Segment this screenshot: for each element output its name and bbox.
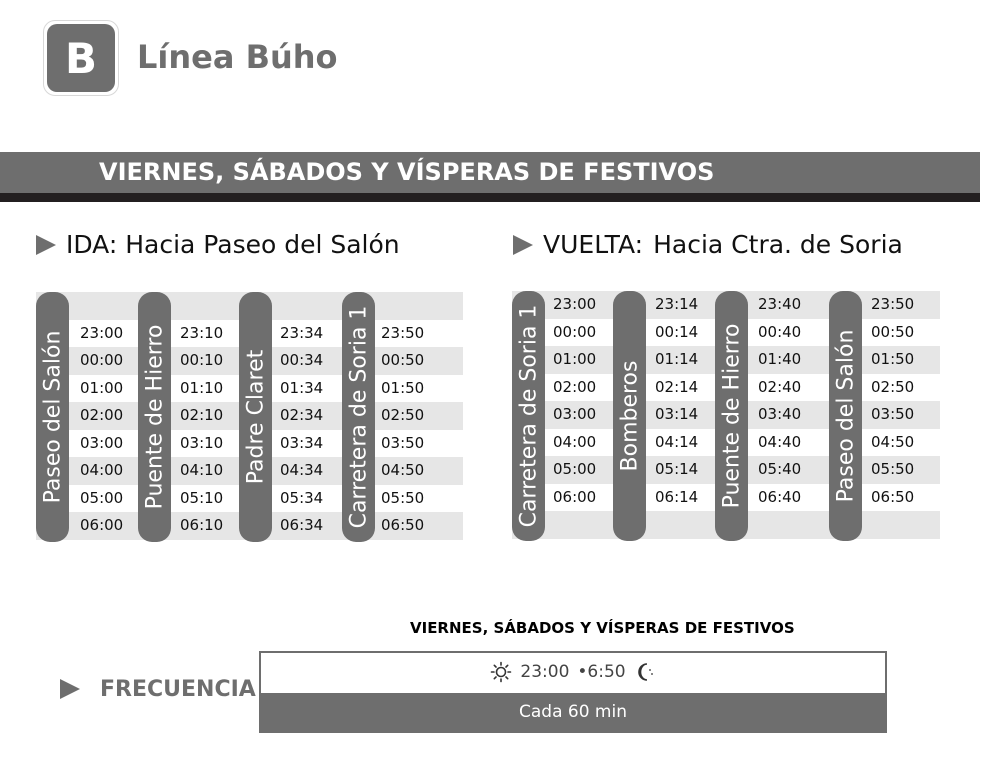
- frequency-end: •6:50: [577, 662, 626, 682]
- frequency-hours: [261, 653, 885, 691]
- banner-underline: [0, 193, 980, 202]
- departure-time: 23:00: [80, 323, 124, 342]
- ida-heading-text: IDA: Hacia Paseo del Salón: [66, 230, 400, 259]
- stop-name: Bomberos: [617, 360, 642, 472]
- departure-time: 04:40: [758, 432, 802, 451]
- departure-time: 00:50: [381, 351, 425, 369]
- departure-time: 05:40: [758, 460, 802, 478]
- triangle-right-icon: [36, 235, 56, 255]
- stop-pill: [239, 292, 272, 542]
- departure-time: 02:50: [381, 406, 425, 424]
- line-badge: B: [47, 24, 115, 92]
- departure-time: 05:14: [655, 460, 699, 478]
- departure-time: 01:50: [381, 378, 425, 397]
- stop-name: Carretera de Soria 1: [516, 304, 541, 528]
- departure-time: 02:00: [80, 406, 124, 424]
- stop-name: Paseo del Salón: [40, 330, 65, 504]
- departure-time: 03:14: [655, 405, 699, 423]
- departure-time: 04:50: [871, 432, 915, 451]
- departure-time: 06:14: [655, 487, 699, 506]
- departure-time: 23:00: [553, 295, 597, 313]
- departure-time: 23:10: [180, 323, 224, 342]
- departure-time: 06:50: [381, 516, 425, 534]
- departure-time: 00:40: [758, 322, 802, 341]
- departure-time: 23:50: [871, 295, 915, 313]
- departure-time: 03:34: [280, 433, 324, 452]
- departure-time: 03:50: [381, 433, 425, 452]
- stop-pill: [36, 292, 69, 542]
- departure-time: 00:34: [280, 351, 324, 369]
- ida-heading: [36, 230, 400, 259]
- departure-time: 06:10: [180, 516, 224, 534]
- departure-time: 05:00: [553, 460, 597, 478]
- moon-icon: [634, 661, 656, 683]
- vuelta-heading-prefix: VUELTA:: [543, 230, 644, 259]
- departure-time: 05:50: [381, 488, 425, 507]
- departure-time: 02:50: [871, 377, 915, 396]
- departure-time: 04:14: [655, 432, 699, 451]
- departure-time: 01:34: [280, 378, 324, 397]
- departure-time: 02:10: [180, 406, 224, 424]
- departure-time: 00:00: [80, 351, 124, 369]
- stop-name: Puente de Hierro: [142, 324, 167, 510]
- departure-time: 23:34: [280, 323, 324, 342]
- vuelta-heading-text: Hacia Ctra. de Soria: [653, 230, 903, 259]
- departure-time: 06:40: [758, 487, 802, 506]
- frequency-days: VIERNES, SÁBADOS Y VÍSPERAS DE FESTIVOS: [410, 619, 795, 637]
- triangle-right-icon: [513, 235, 533, 255]
- stop-pill: [829, 291, 862, 541]
- frequency-interval: Cada 60 min: [261, 693, 885, 731]
- departure-time: 03:00: [553, 405, 597, 423]
- frequency-heading: [60, 679, 80, 699]
- departure-time: 04:00: [553, 432, 597, 451]
- stop-name: Puente de Hierro: [719, 323, 744, 509]
- departure-time: 03:10: [180, 433, 224, 452]
- departure-time: 23:14: [655, 295, 699, 313]
- departure-time: 03:00: [80, 433, 124, 452]
- departure-time: 04:34: [280, 461, 324, 479]
- departure-time: 01:40: [758, 350, 802, 368]
- stop-pill: [138, 292, 171, 542]
- triangle-right-icon: [60, 679, 80, 699]
- departure-time: 05:34: [280, 488, 324, 507]
- departure-time: 02:34: [280, 406, 324, 424]
- stop-pill: [715, 291, 748, 541]
- vuelta-heading: [513, 230, 903, 259]
- departure-time: 06:34: [280, 516, 324, 534]
- departure-time: 00:00: [553, 322, 597, 341]
- stop-pill: [613, 291, 646, 541]
- departure-time: 02:14: [655, 377, 699, 396]
- departure-time: 23:50: [381, 323, 425, 342]
- stop-name: Padre Claret: [243, 349, 268, 484]
- departure-time: 03:50: [871, 405, 915, 423]
- frequency-label: FRECUENCIA: [100, 677, 256, 702]
- departure-time: 04:50: [381, 461, 425, 479]
- departure-time: 04:10: [180, 461, 224, 479]
- departure-time: 03:40: [758, 405, 802, 423]
- departure-time: 01:50: [871, 350, 915, 368]
- departure-time: 02:00: [553, 377, 597, 396]
- departure-time: 02:40: [758, 377, 802, 396]
- departure-time: 01:10: [180, 378, 224, 397]
- frequency-start: 23:00: [520, 662, 570, 682]
- departure-time: 01:00: [553, 350, 597, 368]
- departure-time: 00:14: [655, 322, 699, 341]
- departure-time: 23:40: [758, 295, 802, 313]
- stop-name: Carretera de Soria 1: [346, 305, 371, 529]
- departure-time: 06:50: [871, 487, 915, 506]
- departure-time: 05:50: [871, 460, 915, 478]
- departure-time: 05:10: [180, 488, 224, 507]
- sun-icon: [490, 661, 512, 683]
- stop-pill: [512, 291, 545, 541]
- departure-time: 06:00: [553, 487, 597, 506]
- departure-time: 00:50: [871, 322, 915, 341]
- stop-pill: [342, 292, 375, 542]
- line-title: Línea Búho: [137, 38, 338, 76]
- stop-name: Paseo del Salón: [833, 329, 858, 503]
- departure-time: 01:14: [655, 350, 699, 368]
- days-banner-text: VIERNES, SÁBADOS Y VÍSPERAS DE FESTIVOS: [99, 158, 715, 186]
- departure-time: 04:00: [80, 461, 124, 479]
- departure-time: 05:00: [80, 488, 124, 507]
- departure-time: 01:00: [80, 378, 124, 397]
- departure-time: 06:00: [80, 516, 124, 534]
- departure-time: 00:10: [180, 351, 224, 369]
